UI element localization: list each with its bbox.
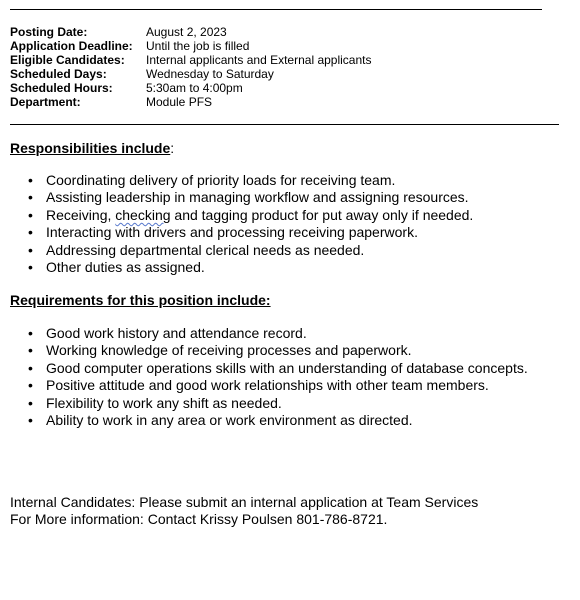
list-item bbox=[28, 395, 528, 412]
department-row bbox=[10, 95, 371, 109]
list-item bbox=[28, 259, 473, 276]
list-item bbox=[28, 377, 528, 394]
list-item-text: Good work history and attendance record. bbox=[46, 325, 307, 341]
posting-date-label: Posting Date: bbox=[10, 25, 88, 39]
eligible-candidates-label: Eligible Candidates: bbox=[10, 53, 125, 67]
list-item bbox=[28, 342, 528, 359]
responsibilities-heading bbox=[10, 140, 174, 156]
bullet-icon: • bbox=[28, 325, 33, 341]
list-item-text: Flexibility to work any shift as needed. bbox=[46, 394, 282, 411]
top-divider bbox=[10, 9, 542, 10]
responsibilities-list bbox=[28, 172, 473, 276]
section-divider bbox=[10, 124, 559, 125]
list-item bbox=[28, 242, 473, 259]
list-item bbox=[28, 412, 528, 429]
department-label: Department: bbox=[10, 95, 81, 109]
bullet-icon: • bbox=[28, 259, 33, 276]
application-deadline-value: Until the job is filled bbox=[146, 39, 250, 53]
list-item-text: Addressing departmental clerical needs as needed. bbox=[46, 241, 365, 258]
list-item bbox=[28, 325, 528, 342]
application-deadline-label: Application Deadline: bbox=[10, 39, 133, 53]
application-deadline-row bbox=[10, 39, 371, 53]
bullet-icon: • bbox=[28, 412, 33, 429]
list-item-text: Other duties as assigned. bbox=[46, 259, 205, 276]
posting-date-row bbox=[10, 25, 371, 39]
posting-date-value: August 2, 2023 bbox=[146, 25, 227, 39]
scheduled-days-value: Wednesday to Saturday bbox=[146, 67, 274, 81]
scheduled-days-row bbox=[10, 67, 371, 81]
bullet-icon: • bbox=[28, 189, 33, 206]
list-item-text: Interacting with drivers and processing receiving paperwork. bbox=[46, 224, 418, 241]
bullet-icon: • bbox=[28, 241, 33, 258]
scheduled-hours-value: 5:30am to 4:00pm bbox=[146, 81, 243, 95]
contact-info: For More information: Contact Krissy Poulsen 801-786-8721. bbox=[10, 510, 388, 527]
eligible-candidates-row bbox=[10, 53, 371, 67]
list-item-text: Assisting leadership in managing workflow and assigning resources. bbox=[46, 189, 469, 206]
department-value: Module PFS bbox=[146, 95, 213, 109]
bullet-icon: • bbox=[28, 206, 33, 223]
job-details bbox=[10, 25, 371, 109]
list-item-text: Positive attitude and good work relationships with other team members. bbox=[46, 377, 489, 394]
responsibilities-heading-text: Responsibilities include bbox=[10, 140, 171, 156]
list-item-text-after: and tagging product for put away only if needed. bbox=[170, 206, 474, 223]
list-item bbox=[28, 172, 473, 189]
bullet-icon: • bbox=[28, 377, 33, 394]
list-item bbox=[28, 360, 528, 377]
requirements-heading: Requirements for this position include: bbox=[10, 292, 271, 308]
bullet-icon: • bbox=[28, 342, 33, 359]
list-item-text: Good computer operations skills with an understanding of database concepts. bbox=[46, 359, 528, 376]
bullet-icon: • bbox=[28, 172, 33, 188]
list-item bbox=[28, 207, 473, 224]
scheduled-days-label: Scheduled Days: bbox=[10, 67, 107, 81]
list-item-text: Working knowledge of receiving processes and paperwork. bbox=[46, 342, 412, 359]
scheduled-hours-label: Scheduled Hours: bbox=[10, 81, 113, 95]
bullet-icon: • bbox=[28, 394, 33, 411]
spellcheck-flagged-word[interactable]: checking bbox=[115, 206, 171, 223]
responsibilities-heading-colon: : bbox=[170, 140, 175, 156]
contact-footer bbox=[10, 494, 478, 527]
requirements-list bbox=[28, 325, 528, 429]
bullet-icon: • bbox=[28, 224, 33, 241]
scheduled-hours-row bbox=[10, 81, 371, 95]
list-item-text-before: Receiving, bbox=[46, 206, 116, 223]
internal-candidates-note: Internal Candidates: Please submit an internal application at Team Services bbox=[10, 494, 479, 510]
list-item bbox=[28, 189, 473, 206]
list-item bbox=[28, 224, 473, 241]
list-item-text: Coordinating delivery of priority loads for receiving team. bbox=[46, 172, 396, 188]
eligible-candidates-value: Internal applicants and External applicants bbox=[146, 53, 372, 67]
list-item-text: Ability to work in any area or work environment as directed. bbox=[46, 412, 413, 429]
bullet-icon: • bbox=[28, 359, 33, 376]
